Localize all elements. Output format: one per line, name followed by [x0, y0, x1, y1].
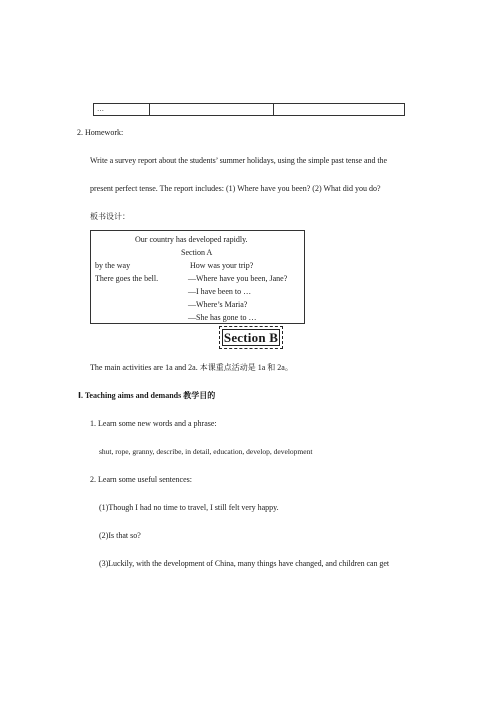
homework-text-line1: Write a survey report about the students’ summer holidays, using the simple past tense and the — [90, 156, 387, 165]
sentence-item: (1)Though I had no time to travel, I still felt very happy. — [99, 503, 279, 512]
board-right-item: How was your trip? — [190, 261, 254, 270]
homework-heading: 2. Homework: — [77, 128, 124, 137]
board-design-box — [90, 230, 305, 324]
board-left-item: by the way — [95, 261, 131, 270]
board-title: Our country has developed rapidly. — [135, 235, 248, 244]
table-cell: … — [94, 104, 150, 115]
board-section: Section A — [181, 248, 213, 257]
board-right-item: —Where have you been, Jane? — [188, 274, 288, 283]
teaching-aims-item1: 1. Learn some new words and a phrase: — [90, 419, 217, 428]
board-right-item: —I have been to … — [188, 287, 252, 296]
teaching-aims-heading: Ⅰ. Teaching aims and demands 教学目的 — [78, 391, 216, 400]
sentence-item: (2)Is that so? — [99, 531, 141, 540]
board-left-item: There goes the bell. — [95, 274, 159, 283]
table-row — [93, 103, 405, 116]
homework-text-line2: present perfect tense. The report includes: (1) Where have you been? (2) What did you do? — [90, 184, 381, 193]
teaching-aims-item2: 2. Learn some useful sentences: — [90, 475, 192, 484]
sentence-item: (3)Luckily, with the development of China, many things have changed, and children can get — [99, 559, 390, 568]
board-design-label: 板书设计： — [90, 212, 130, 221]
words-list: shut, rope, granny, describe, in detail, education, develop, development — [99, 447, 313, 456]
board-right-item: —Where’s Maria? — [188, 300, 248, 309]
main-activities: The main activities are 1a and 2a. 本课重点活动是 1a 和 2a。 — [90, 363, 293, 372]
section-b-title: Section B — [223, 329, 279, 345]
section-b-badge — [219, 326, 283, 349]
table-cell — [150, 104, 274, 115]
table-cell — [274, 104, 404, 115]
board-right-item: —She has gone to … — [188, 313, 257, 322]
